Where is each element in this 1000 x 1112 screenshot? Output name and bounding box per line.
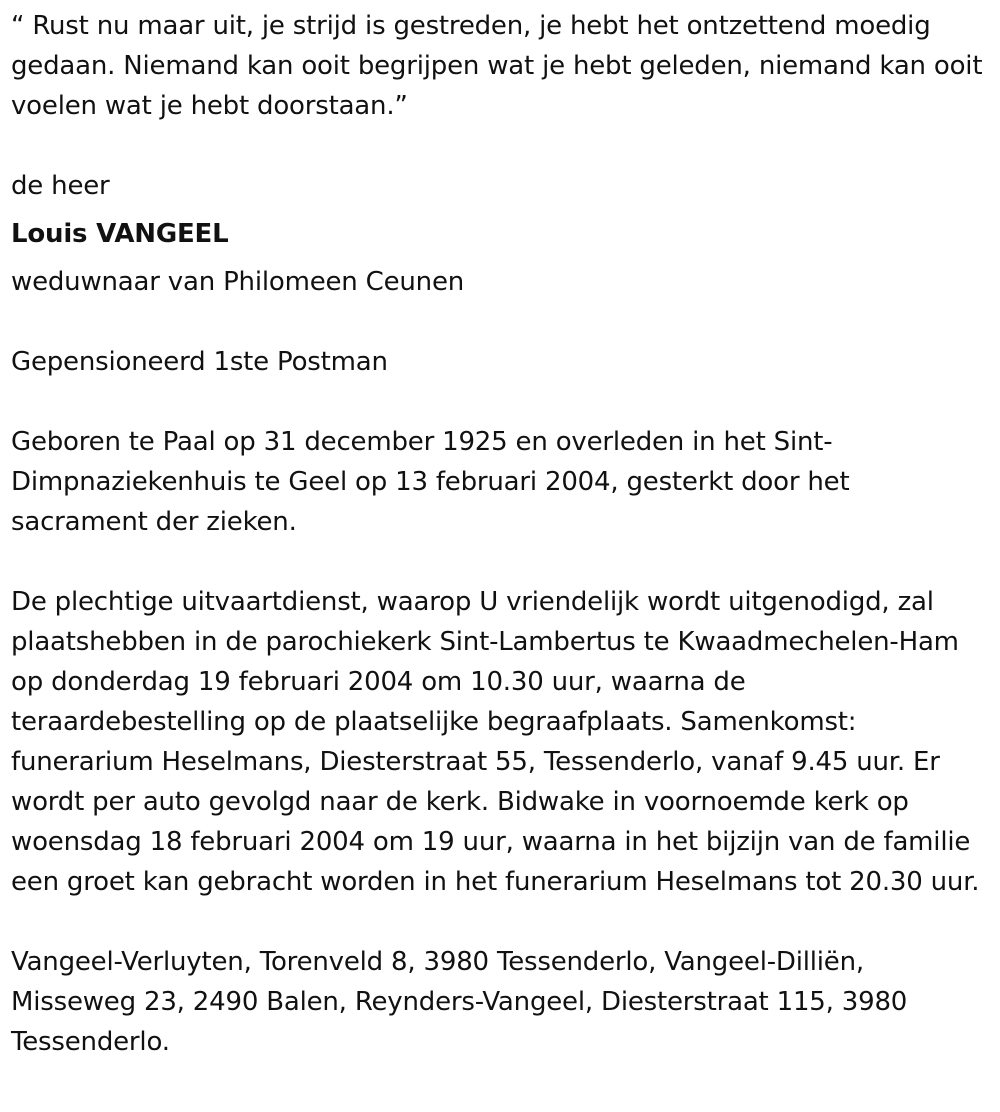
opening-quote: “ Rust nu maar uit, je strijd is gestreden, je hebt het ontzettend moedig gedaan. Niemand kan ooit begrijpen wat je hebt geleden, niemand kan ooit voelen wat je hebt doorstaan.” (11, 11, 983, 121)
deceased-name: Louis VANGEEL (11, 219, 229, 249)
birth-death-paragraph: Geboren te Paal op 31 december 1925 en overleden in het Sint-Dimpnaziekenhuis te Geel op 13 februari 2004, gesterkt door het sacrament der zieken. (11, 427, 850, 537)
obituary-notice (11, 6, 986, 1062)
funeral-service-paragraph: De plechtige uitvaartdienst, waarop U vriendelijk wordt uitgenodigd, zal plaatshebben in de parochiekerk Sint-Lambertus te Kwaadmechelen-Ham op donderdag 19 februari 2004 om 10.30 uur, waarna de teraardebestelling op de plaatselijke begraafplaats. Samenkomst: funerarium Heselmans, Diesterstraat 55, Tessenderlo, vanaf 9.45 uur. Er wordt per auto gevolgd naar de kerk. Bidwake in voornoemde kerk op woensdag 18 februari 2004 om 19 uur, waarna in het bijzijn van de familie een groet kan gebracht worden in het funerarium Heselmans tot 20.30 uur. (11, 587, 980, 897)
family-addresses: Vangeel-Verluyten, Torenveld 8, 3980 Tessenderlo, Vangeel-Dilliën, Misseweg 23, 2490 Balen, Reynders-Vangeel, Diesterstraat 115, 3980 Tessenderlo. (11, 947, 908, 1057)
relation-line: weduwnaar van Philomeen Ceunen (11, 267, 465, 297)
salutation: de heer (11, 171, 110, 201)
occupation-line: Gepensioneerd 1ste Postman (11, 347, 388, 377)
